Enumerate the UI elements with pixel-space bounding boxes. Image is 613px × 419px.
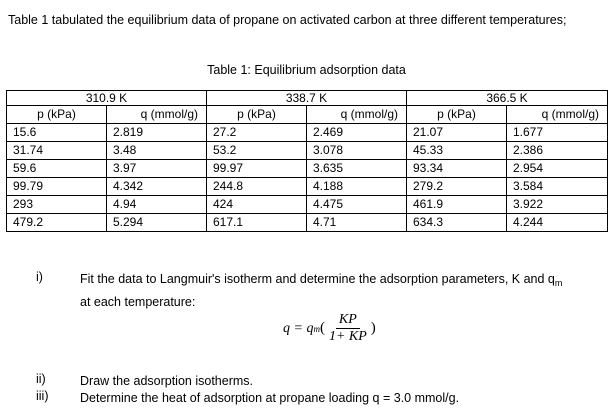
col-header-p: p (kPa) <box>7 106 107 124</box>
table-cell: 15.6 <box>7 124 107 142</box>
temp-header-2: 338.7 K <box>207 91 407 106</box>
col-header-q: q (mmol/g) <box>107 106 207 124</box>
col-header-p: p (kPa) <box>407 106 507 124</box>
question-1-text-b: at each temperature: <box>80 295 196 309</box>
table-cell: 279.2 <box>407 178 507 196</box>
formula-lhs-subscript: m <box>313 323 320 334</box>
table-cell: 4.342 <box>107 178 207 196</box>
table-cell: 3.922 <box>507 196 608 214</box>
table-cell: 99.79 <box>7 178 107 196</box>
question-3-label: iii) <box>36 389 49 403</box>
question-1-text-a: Fit the data to Langmuir's isotherm and determine the adsorption parameters, K and q <box>80 272 555 286</box>
table-cell: 3.584 <box>507 178 608 196</box>
question-3-text: Determine the heat of adsorption at propane loading q = 3.0 mmol/g. <box>80 391 460 405</box>
formula-numerator: KP <box>336 312 360 329</box>
table-cell: 21.07 <box>407 124 507 142</box>
question-2-label: ii) <box>36 372 46 386</box>
question-2-text: Draw the adsorption isotherms. <box>80 374 253 388</box>
table-cell: 99.97 <box>207 160 307 178</box>
table-cell: 53.2 <box>207 142 307 160</box>
table-cell: 617.1 <box>207 214 307 232</box>
table-cell: 1.677 <box>507 124 608 142</box>
temp-header-1: 310.9 K <box>7 91 207 106</box>
table-cell: 461.9 <box>407 196 507 214</box>
table-cell: 244.8 <box>207 178 307 196</box>
table-cell: 3.078 <box>307 142 407 160</box>
table-row <box>7 214 608 232</box>
temperature-header-row <box>7 91 608 106</box>
table-cell: 2.469 <box>307 124 407 142</box>
table-cell: 293 <box>7 196 107 214</box>
table-cell: 3.48 <box>107 142 207 160</box>
table-cell: 479.2 <box>7 214 107 232</box>
table-cell: 4.71 <box>307 214 407 232</box>
table-cell: 424 <box>207 196 307 214</box>
table-cell: 3.97 <box>107 160 207 178</box>
table-cell: 2.954 <box>507 160 608 178</box>
column-header-row <box>7 106 608 124</box>
table-cell: 59.6 <box>7 160 107 178</box>
table-cell: 4.188 <box>307 178 407 196</box>
table-cell: 634.3 <box>407 214 507 232</box>
table-cell: 27.2 <box>207 124 307 142</box>
formula-fraction <box>326 312 370 345</box>
table-row <box>7 196 608 214</box>
formula-lhs: q = q <box>283 320 314 336</box>
question-1-text <box>80 270 562 312</box>
temp-header-3: 366.5 K <box>407 91 608 106</box>
table-cell: 93.34 <box>407 160 507 178</box>
table-cell: 3.635 <box>307 160 407 178</box>
question-1-subscript: m <box>554 278 563 288</box>
formula-open-paren: ( <box>319 320 325 336</box>
table-row <box>7 124 608 142</box>
table-caption: Table 1: Equilibrium adsorption data <box>207 63 406 77</box>
equilibrium-data-table <box>6 90 608 232</box>
formula-denominator: 1+ KP <box>328 329 367 344</box>
table-cell: 4.94 <box>107 196 207 214</box>
col-header-q: q (mmol/g) <box>507 106 608 124</box>
table-cell: 4.475 <box>307 196 407 214</box>
table-cell: 5.294 <box>107 214 207 232</box>
table-cell: 2.386 <box>507 142 608 160</box>
intro-text: Table 1 tabulated the equilibrium data of propane on activated carbon at three different temperatures; <box>8 13 567 27</box>
table-cell: 2.819 <box>107 124 207 142</box>
langmuir-formula <box>283 312 376 345</box>
table-row <box>7 142 608 160</box>
col-header-p: p (kPa) <box>207 106 307 124</box>
question-1-label: i) <box>36 270 43 284</box>
table-cell: 45.33 <box>407 142 507 160</box>
col-header-q: q (mmol/g) <box>307 106 407 124</box>
formula-close-paren: ) <box>370 320 376 336</box>
table-cell: 31.74 <box>7 142 107 160</box>
table-row <box>7 160 608 178</box>
table-cell: 4.244 <box>507 214 608 232</box>
table-row <box>7 178 608 196</box>
